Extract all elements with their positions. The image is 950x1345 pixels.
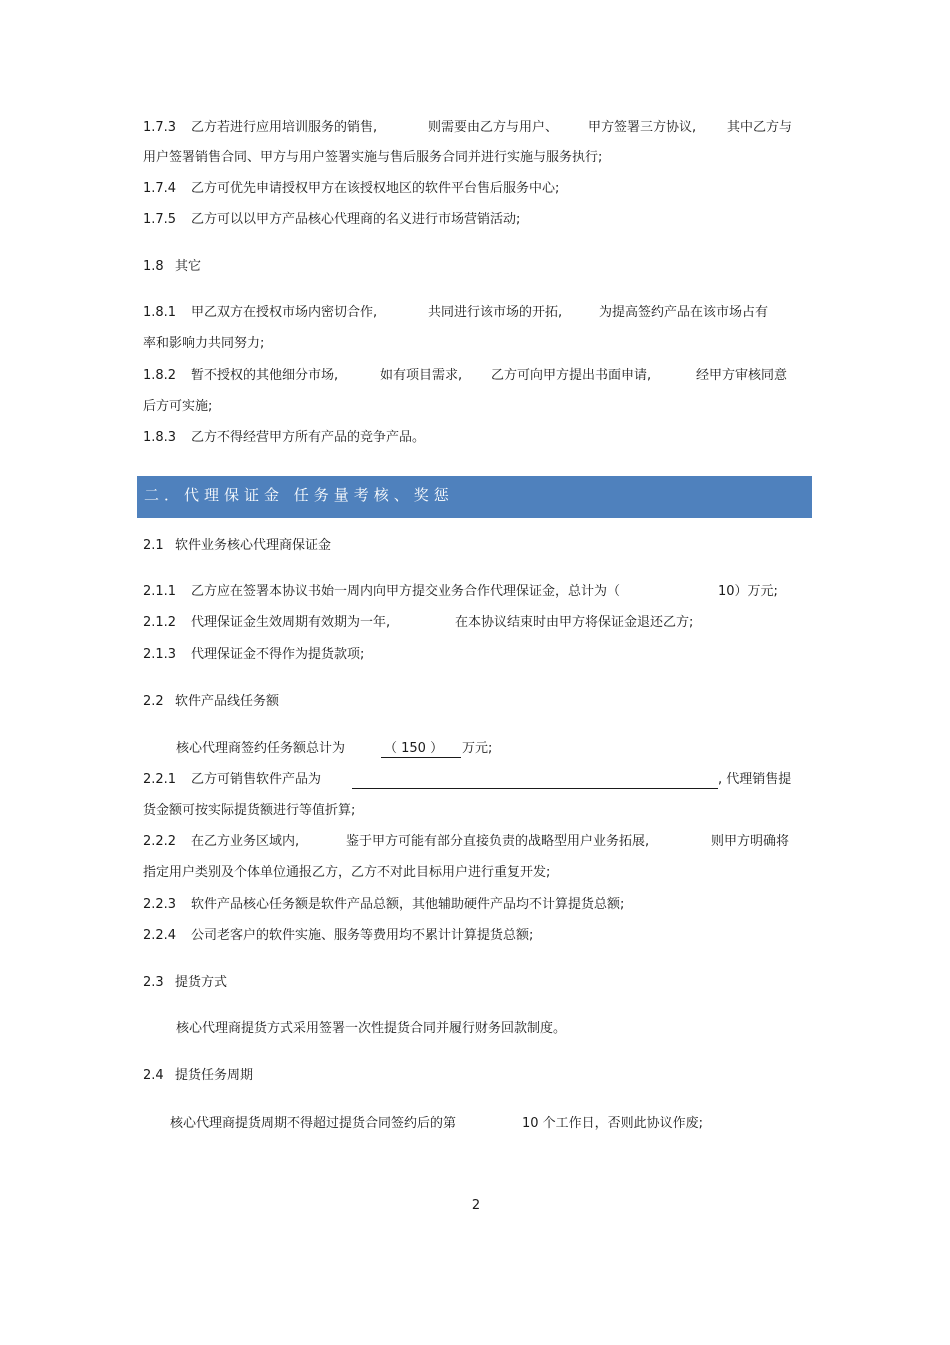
page-number: 2 [471,1198,481,1213]
clause-number: 2.2.4 [143,928,177,943]
clause-text: 软件产品核心任务额是软件产品总额，其他辅助硬件产品均不计算提货总额; [191,897,625,912]
delivery-method-text: 核心代理商提货方式采用签署一次性提货合同并履行财务回款制度。 [176,1021,567,1036]
section-title: 提货方式 [175,975,228,990]
clause-1-7-3 [143,120,377,136]
section-2-title: 二．代理保证金 任务量考核、奖惩 [144,486,454,504]
clause-text: 乙方可向甲方提出书面申请, [491,368,652,383]
clause-2-1-2 [143,615,390,631]
section-heading-1-8 [143,259,201,275]
section-number: 2.2 [143,694,164,709]
clause-number: 1.8.2 [143,368,177,383]
clause-text: 经甲方审核同意 [696,368,788,383]
clause-text: 乙方可销售软件产品为 [191,772,322,787]
clause-number: 1.8.3 [143,430,177,445]
clause-text: 如有项目需求, [380,368,463,383]
clause-text: 共同进行该市场的开拓, [428,305,563,320]
clause-text: 后方可实施; [143,399,213,414]
clause-text: 乙方不得经营甲方所有产品的竞争产品。 [191,430,426,445]
clause-text: 用户签署销售合同、甲方与用户签署实施与售后服务合同并进行实施与服务执行; [143,150,603,165]
delivery-cycle-text: 核心代理商提货周期不得超过提货合同签约后的第 [170,1116,457,1131]
clause-text: 代理保证金不得作为提货款项; [191,647,365,662]
clause-text: 指定用户类别及个体单位通报乙方，乙方不对此目标用户进行重复开发; [143,865,551,880]
section-heading-2-4 [143,1068,253,1084]
section-title: 其它 [175,259,202,274]
clause-text: 公司老客户的软件实施、服务等费用均不累计计算提货总额; [191,928,534,943]
clause-number: 2.2.3 [143,897,177,912]
clause-number: 1.7.5 [143,212,177,227]
clause-1-8-3 [143,430,425,446]
section-heading-2-3 [143,975,227,991]
clause-text: 甲方签署三方协议, [588,120,697,135]
clause-text: 乙方可优先申请授权甲方在该授权地区的软件平台售后服务中心; [191,181,560,196]
clause-number: 2.1.2 [143,615,177,630]
clause-text: 率和影响力共同努力; [143,336,265,351]
clause-text: 暂不授权的其他细分市场, [191,368,339,383]
clause-2-2-2 [143,834,299,850]
clause-text: 代理保证金生效周期有效期为一年, [191,615,391,630]
quota-amount: （ 150 ） [384,741,444,756]
clause-text: 为提高签约产品在该市场占有 [599,305,769,320]
clause-text: 在本协议结束时由甲方将保证金退还乙方; [455,615,694,630]
clause-text: 货金额可按实际提货额进行等值折算; [143,803,356,818]
clause-number: 1.7.4 [143,181,177,196]
deposit-amount: 10）万元; [718,584,778,599]
clause-number: 1.7.3 [143,120,177,135]
clause-text: 甲乙双方在授权市场内密切合作, [191,305,378,320]
clause-text: , 代理销售提 [718,772,792,787]
clause-1-7-4 [143,181,559,197]
quota-underline [381,757,461,758]
quota-unit: 万元; [462,741,493,756]
clause-number: 2.2.1 [143,772,177,787]
quota-text: 核心代理商签约任务额总计为 [176,741,346,756]
clause-number: 2.1.3 [143,647,177,662]
section-number: 2.1 [143,538,164,553]
clause-2-2-1 [143,772,321,788]
section-number: 1.8 [143,259,164,274]
section-heading-2-2 [143,694,279,710]
clause-2-1-3 [143,647,364,663]
delivery-cycle-days: 10 个工作日，否则此协议作废; [522,1116,704,1131]
clause-number: 2.2.2 [143,834,177,849]
clause-2-1-1 [143,584,620,600]
clause-number: 1.8.1 [143,305,177,320]
clause-2-2-4 [143,928,533,944]
clause-2-2-3 [143,897,624,913]
section-title: 软件产品线任务额 [175,694,280,709]
section-title: 软件业务核心代理商保证金 [175,538,332,553]
clause-1-8-2 [143,368,338,384]
product-blank-line [352,788,718,789]
section-heading-2-1 [143,538,331,554]
clause-text: 则甲方明确将 [711,834,790,849]
clause-number: 2.1.1 [143,584,177,599]
clause-1-8-1 [143,305,377,321]
clause-text: 乙方应在签署本协议书始一周内向甲方提交业务合作代理保证金，总计为（ [191,584,621,599]
clause-text: 乙方可以以甲方产品核心代理商的名义进行市场营销活动; [191,212,521,227]
section-number: 2.3 [143,975,164,990]
clause-text: 在乙方业务区域内, [191,834,300,849]
clause-text: 乙方若进行应用培训服务的销售, [191,120,378,135]
clause-1-7-5 [143,212,520,228]
clause-text: 则需要由乙方与用户、 [428,120,559,135]
section-title: 提货任务周期 [175,1068,254,1083]
clause-text: 鉴于甲方可能有部分直接负责的战略型用户业务拓展, [346,834,650,849]
section-number: 2.4 [143,1068,164,1083]
clause-text: 其中乙方与 [727,120,793,135]
